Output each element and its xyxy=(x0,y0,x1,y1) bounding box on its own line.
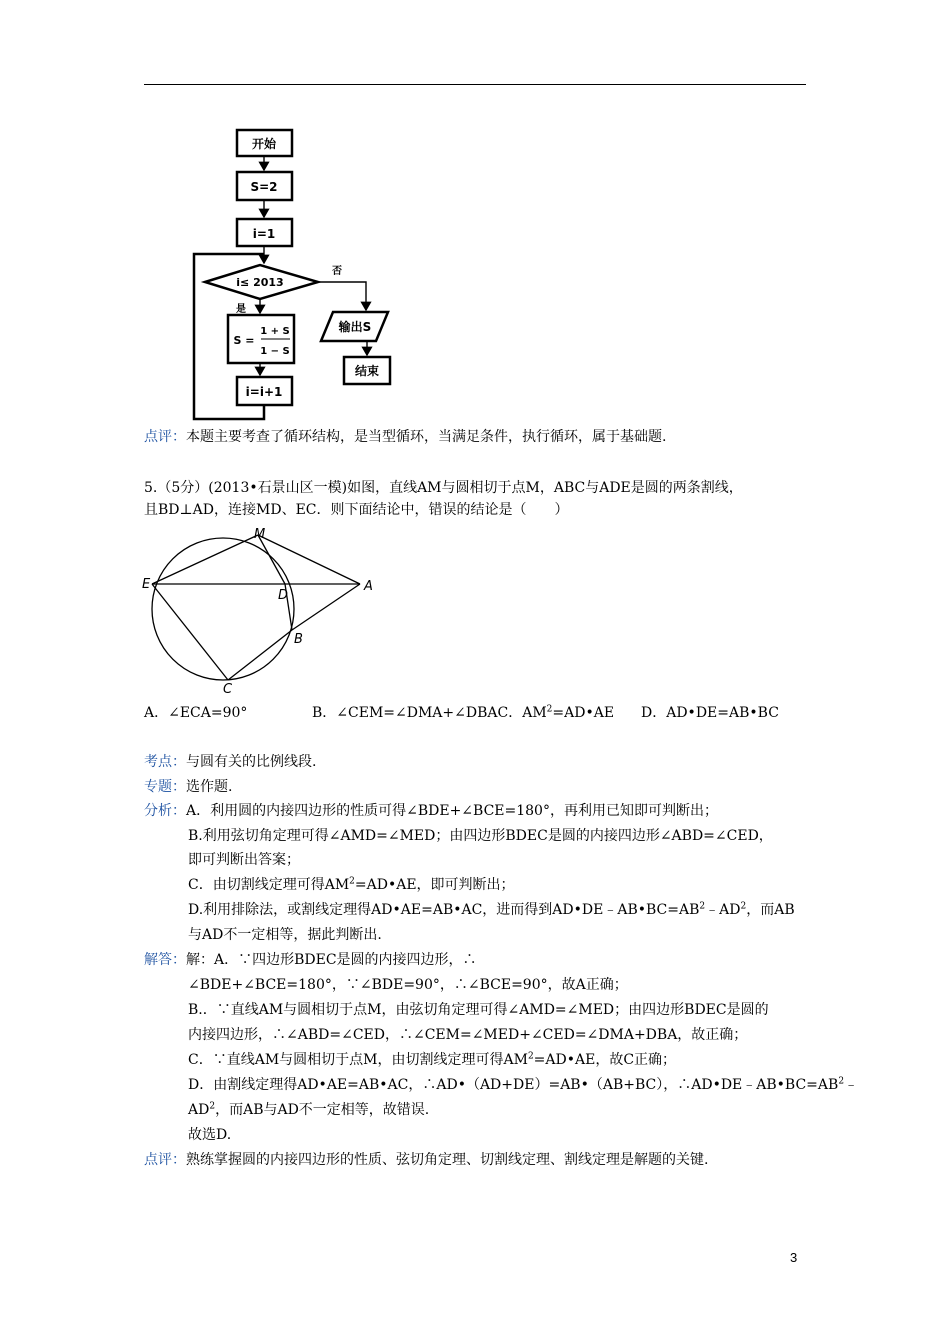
formula-s-label: S = xyxy=(233,334,255,347)
fenxi-line-3: 即可判断出答案； xyxy=(188,852,300,868)
circle-geometry-figure xyxy=(140,522,390,697)
q5-line-2: 且BD⊥AD，连接MD、EC．则下面结论中，错误的结论是（ ） xyxy=(144,502,569,518)
solution-line-6: D．由割线定理得AD•AE=AB•AC，∴AD•（AD+DE）=AB•（AB+BC），$\therefore AD•DE﹣AB•BC=AB^2﹣$ xyxy=(188,1076,859,1093)
kaodian: 考点：与圆有关的比例线段. xyxy=(144,754,317,770)
option-d: D．AD•DE=AB•BC xyxy=(641,705,779,721)
q5-line-1: 5.（5分）(2013•石景山区一模)如图，直线AM与圆相切于点M，ABC与ADE是圆的两条割线， xyxy=(144,480,743,496)
point-c-label: C xyxy=(223,682,233,697)
point-a-label: A xyxy=(364,579,373,594)
solution-line-7: $AD^2$，而AB与AD不一定相等，故错误. xyxy=(188,1101,430,1118)
solution-line-4: 内接四边形，∴∠ABD=∠CED，∴∠CEM=∠MED+∠CED=∠DMA+DBA，故正确； xyxy=(188,1027,748,1043)
yes-branch-label: 是 xyxy=(236,304,246,315)
solution-line-8: 故选D. xyxy=(188,1127,232,1143)
point-d-label: D xyxy=(278,588,289,603)
no-branch-label: 否 xyxy=(332,266,342,277)
zhuanti: 专题：选作题. xyxy=(144,779,233,795)
solution-line-5: C．∵直线AM与圆相切于点M，由切割线定理可得$AM^2=AD•AE$，故C正确； xyxy=(188,1051,677,1068)
increment-text: i=i+1 xyxy=(245,385,283,399)
solution-line-1: 解答：解：A．∵四边形BDEC是圆的内接四边形，∴ xyxy=(144,952,477,968)
option-a: A．∠ECA=90° xyxy=(144,705,248,721)
formula-denominator: 1 − S xyxy=(260,346,290,357)
point-e-label: E xyxy=(142,577,151,592)
fenxi-line-5: D.利用排除法，或割线定理得AD•AE=AB•AC，进而得到$AD•DE﹣AB•BC=AB^2﹣AD^2$，而AB xyxy=(188,901,795,918)
formula-numerator: 1 + S xyxy=(260,326,290,337)
fenxi-line-1: 分析：A．利用圆的内接四边形的性质可得∠BDE+∠BCE=180°，再利用已知即可判断出； xyxy=(144,803,718,819)
flowchart-diagram xyxy=(180,120,420,430)
init-s-text: S=2 xyxy=(250,180,278,194)
review-text: 本题主要考查了循环结构，是当型循环，当满足条件，执行循环，属于基础题. xyxy=(186,429,667,445)
condition-text: i≤ 2013 xyxy=(236,276,284,289)
output-text: 输出S xyxy=(338,320,372,334)
point-m-label: M xyxy=(254,527,266,542)
q5-review: 点评：熟练掌握圆的内接四边形的性质、弦切角定理、切割线定理、割线定理是解题的关键. xyxy=(144,1152,709,1168)
start-text: 开始 xyxy=(251,137,277,151)
point-b-label: B xyxy=(294,632,303,647)
solution-line-2: ∠BDE+∠BCE=180°，∵∠BDE=90°，∴∠BCE=90°，故A正确； xyxy=(188,977,628,993)
header-rule xyxy=(144,84,806,85)
page-number: 3 xyxy=(790,1250,798,1265)
fenxi-line-4: C．由切割线定理可得$AM^2=AD•AE$，即可判断出； xyxy=(188,876,515,893)
review-label: 点评： xyxy=(144,429,186,445)
solution-line-3: B.．∵直线AM与圆相切于点M，由弦切角定理可得∠AMD=∠MED；由四边形BDEC是圆的 xyxy=(188,1002,769,1018)
end-text: 结束 xyxy=(354,364,380,378)
circle xyxy=(152,538,294,680)
fenxi-line-2: B.利用弦切角定理可得∠AMD=∠MED；由四边形BDEC是圆的内接四边形∠ABD=∠CED， xyxy=(188,828,773,844)
fenxi-line-6: 与AD不一定相等，据此判断出. xyxy=(188,927,382,943)
q4-review xyxy=(144,427,666,447)
init-i-text: i=1 xyxy=(252,227,276,241)
option-b-c: B．∠CEM=∠DMA+∠DBAC．$AM^2=AD•AE$ xyxy=(312,704,615,721)
